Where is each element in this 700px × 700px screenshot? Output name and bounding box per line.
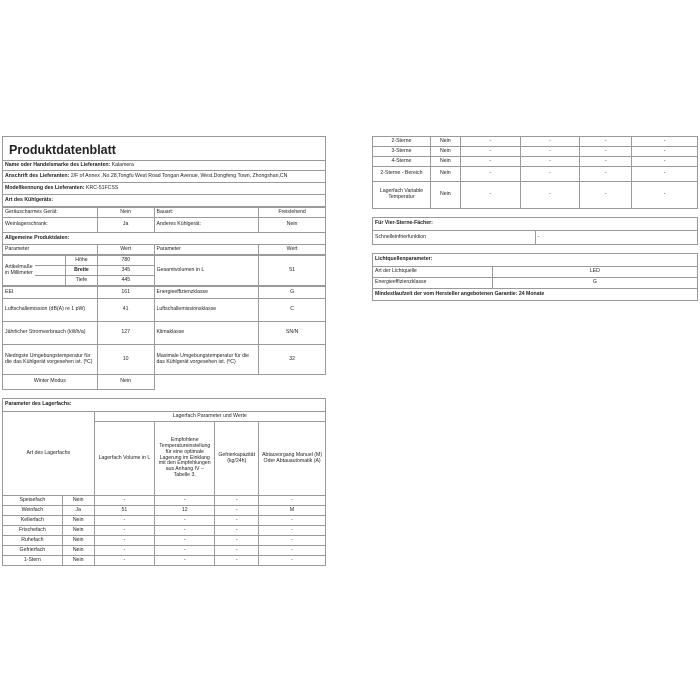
cell: 161: [97, 287, 154, 299]
general-row: [3, 345, 326, 375]
compartment-present: Nein: [430, 137, 460, 147]
compartment-name: Frischefach: [3, 526, 63, 536]
general-header: Allgemeine Produktdaten:: [3, 233, 326, 245]
dim-value: 445: [97, 276, 154, 286]
light-header: Lichtquellenparameter:: [373, 254, 698, 267]
compartment-value: -: [580, 147, 632, 157]
supplier-address-value: 2/F of Annex ,No.28,Tongfu West Road Tongan Avenue, West,Dongfeng Town, Zhongshan,CN: [70, 172, 288, 179]
cell: Freistehend: [259, 208, 326, 218]
compartment-value: -: [155, 526, 215, 536]
general-data-table: [2, 286, 326, 390]
cell: SN/N: [259, 322, 326, 345]
compartment-value: -: [460, 137, 520, 147]
cell: Nein: [97, 375, 154, 390]
light-type-value: LED: [492, 267, 697, 278]
compartment-value: -: [520, 147, 580, 157]
compartment-value: -: [215, 526, 259, 536]
compartment-value: -: [215, 556, 259, 566]
dims-label: Artikelmaße in Millimeter: [3, 256, 35, 286]
cell: Winter Modus: [3, 375, 98, 390]
cell: Geräuscharmes Gerät:: [3, 208, 98, 218]
cell: Ja: [97, 218, 154, 233]
supplier-name-row: [3, 161, 326, 171]
compartment-name: Gefrierfach: [3, 546, 63, 556]
cell: Maximale Umgebungstemperatur für die das Kühlgerät vorgesehen ist. (ºC): [154, 345, 259, 375]
compartment-value: -: [215, 516, 259, 526]
cell: Klimaklasse: [154, 322, 259, 345]
compartment-present: Nein: [430, 182, 460, 209]
supplier-table: [2, 160, 326, 207]
compartment-row: [373, 182, 698, 209]
compartment-value: -: [155, 516, 215, 526]
compartment-value: -: [155, 556, 215, 566]
supplier-name-label: Name oder Handelsmarke des Lieferanten:: [5, 161, 111, 168]
general-row: [3, 322, 326, 345]
col-header: Wert: [259, 245, 326, 255]
compartment-value: -: [215, 536, 259, 546]
compartment-row: [373, 167, 698, 182]
compartments-cont-table: [372, 136, 698, 209]
compartment-value: -: [460, 157, 520, 167]
cell: EEI: [3, 287, 98, 299]
compartment-name: 2-Sterne - Bereich: [373, 167, 431, 182]
light-class-label: Energieeffizienzklasse: [373, 278, 493, 289]
cell: Luftschallemissionsklasse: [154, 299, 259, 322]
dim-label: Höhe: [66, 256, 98, 266]
device-type-row: [3, 208, 326, 218]
compartment-value: 51: [94, 506, 155, 516]
light-table: [372, 253, 698, 301]
compartment-value: -: [94, 556, 155, 566]
compartment-value: -: [155, 546, 215, 556]
compartment-present: Nein: [62, 536, 94, 546]
cell: 127: [97, 322, 154, 345]
compartment-value: -: [632, 157, 698, 167]
compartment-value: -: [94, 516, 155, 526]
four-star-label: Schnelleinfrierfunktion: [373, 231, 536, 245]
supplier-name-value: Kalamera: [111, 161, 134, 168]
dimensions-table: [2, 255, 326, 286]
compartment-present: Nein: [430, 157, 460, 167]
compartments-rows: [3, 496, 326, 566]
general-row: [3, 299, 326, 322]
compartments-cont-rows: [373, 137, 698, 209]
compartment-value: -: [155, 536, 215, 546]
supplier-address-row: [3, 171, 326, 183]
compartment-value: -: [259, 496, 326, 506]
compartment-row: [3, 526, 326, 536]
four-star-table: [372, 217, 698, 245]
compartments-header: Parameter des Lagerfachs:: [3, 399, 326, 412]
cell: 32: [259, 345, 326, 375]
cell: 41: [97, 299, 154, 322]
cell: 10: [97, 345, 154, 375]
compartment-present: Nein: [62, 526, 94, 536]
four-star-value: -: [535, 231, 697, 245]
compartment-value: -: [580, 157, 632, 167]
compartment-present: Nein: [430, 147, 460, 157]
compartment-group-header: Lagerfach Parameter und Werte: [94, 412, 325, 422]
light-class-value: G: [492, 278, 697, 289]
four-star-header: Für Vier-Sterne-Fächer:: [373, 218, 698, 231]
compartment-name: 2-Sterne: [373, 137, 431, 147]
col-header: Parameter: [154, 245, 259, 255]
total-volume-value: 51: [259, 256, 326, 286]
datasheet-page-1: [2, 136, 326, 566]
compartment-value: -: [632, 182, 698, 209]
compartment-row: [373, 157, 698, 167]
dim-label: Tiefe: [66, 276, 98, 286]
compartment-name: Kellerfach: [3, 516, 63, 526]
compartment-name: 3-Sterne: [373, 147, 431, 157]
compartment-present: Nein: [62, 516, 94, 526]
compartment-present: Ja: [62, 506, 94, 516]
cell: Nein: [97, 208, 154, 218]
compartment-value: -: [580, 167, 632, 182]
compartment-name: 4-Sterne: [373, 157, 431, 167]
datasheet-page-2: [372, 136, 698, 301]
compartment-name: Weinfach: [3, 506, 63, 516]
compartment-value: M: [259, 506, 326, 516]
compartment-row: [3, 516, 326, 526]
supplier-address-label: Anschrift des Lieferanten:: [5, 172, 70, 179]
compartment-value: -: [259, 556, 326, 566]
compartment-row: [3, 536, 326, 546]
compartment-value: -: [460, 182, 520, 209]
compartment-value: -: [460, 147, 520, 157]
cell: Niedrigste Umgebungstemperatur für die das Kühlgerät vorgesehen ist. (ºC): [3, 345, 98, 375]
dim-label: Breite: [66, 266, 98, 276]
device-type-row: [3, 218, 326, 233]
compartment-value: -: [520, 137, 580, 147]
compartment-value: -: [215, 546, 259, 556]
compartments-table: [2, 398, 326, 566]
dim-value: 345: [97, 266, 154, 276]
compartment-value: -: [259, 536, 326, 546]
warranty-text: Mindestlaufzeit der vom Hersteller angebotenen Garantie: 24 Monate: [373, 289, 698, 301]
compartment-value: -: [580, 182, 632, 209]
model-label: Modellkennung des Lieferanten:: [5, 184, 85, 191]
general-row: [3, 287, 326, 299]
compartment-value: -: [259, 516, 326, 526]
compartment-value: -: [155, 496, 215, 506]
col-header: Empfohlene Temperatureinstellung für eine optimale Lagerung im Einklang mit den Empfehlungen aus Anhang IV – Tabelle 3.: [155, 422, 215, 496]
col-header: Abtauvorgang Manuel (M) Oder Abtauautomatik (A): [259, 422, 326, 496]
compartment-present: Nein: [62, 556, 94, 566]
cell: C: [259, 299, 326, 322]
device-type-header: Art des Kühlgeräts:: [3, 195, 326, 207]
device-type-table: [2, 207, 326, 255]
compartment-value: -: [520, 182, 580, 209]
compartment-row: [3, 506, 326, 516]
compartment-value: -: [520, 167, 580, 182]
light-type-label: Art der Lichtquelle: [373, 267, 493, 278]
compartment-row: [373, 137, 698, 147]
model-value: KRC-51FCSS: [86, 184, 119, 191]
compartment-value: -: [94, 496, 155, 506]
compartment-value: -: [259, 526, 326, 536]
compartment-row: [3, 496, 326, 506]
page-title: Produktdatenblatt: [2, 136, 326, 160]
model-row: [3, 183, 326, 195]
compartment-value: -: [215, 506, 259, 516]
cell: Luftschallemission (dB(A) re 1 pW): [3, 299, 98, 322]
compartment-present: Nein: [62, 496, 94, 506]
cell: Energieeffizienzklasse: [154, 287, 259, 299]
compartment-value: -: [632, 137, 698, 147]
cell: Weinlagerschrank:: [3, 218, 98, 233]
cell: Anderes Kühlgerät:: [154, 218, 259, 233]
col-header: Gefrierkapazität (kg/24h): [215, 422, 259, 496]
compartment-value: -: [94, 526, 155, 536]
compartment-name: Lagerfach Variable Temperatur: [373, 182, 431, 209]
general-row: [3, 375, 326, 390]
compartment-name: 1-Stern: [3, 556, 63, 566]
col-header: Wert: [97, 245, 154, 255]
compartment-row: [373, 147, 698, 157]
compartment-value: -: [460, 167, 520, 182]
compartment-name: Ruhefach: [3, 536, 63, 546]
compartment-value: -: [94, 546, 155, 556]
general-col-headers: [3, 245, 326, 255]
cell: G: [259, 287, 326, 299]
compartment-type-label: Art des Lagerfachs: [3, 412, 95, 496]
compartment-value: -: [94, 536, 155, 546]
col-header: Parameter: [3, 245, 98, 255]
compartment-value: -: [580, 137, 632, 147]
compartment-name: Speisefach: [3, 496, 63, 506]
compartment-value: -: [259, 546, 326, 556]
compartment-row: [3, 546, 326, 556]
compartment-value: -: [520, 157, 580, 167]
total-volume-label: Gesamtvolumen in L: [154, 256, 259, 286]
compartment-row: [3, 556, 326, 566]
compartment-value: -: [215, 496, 259, 506]
compartment-value: 12: [155, 506, 215, 516]
dim-value: 780: [97, 256, 154, 266]
col-header: Lagerfach Volume in L: [94, 422, 155, 496]
compartment-present: Nein: [430, 167, 460, 182]
compartment-present: Nein: [62, 546, 94, 556]
cell: Bauart:: [154, 208, 259, 218]
compartment-value: -: [632, 167, 698, 182]
cell: Jährlicher Stromverbrauch (kWh/a): [3, 322, 98, 345]
compartment-value: -: [632, 147, 698, 157]
cell: Nein: [259, 218, 326, 233]
